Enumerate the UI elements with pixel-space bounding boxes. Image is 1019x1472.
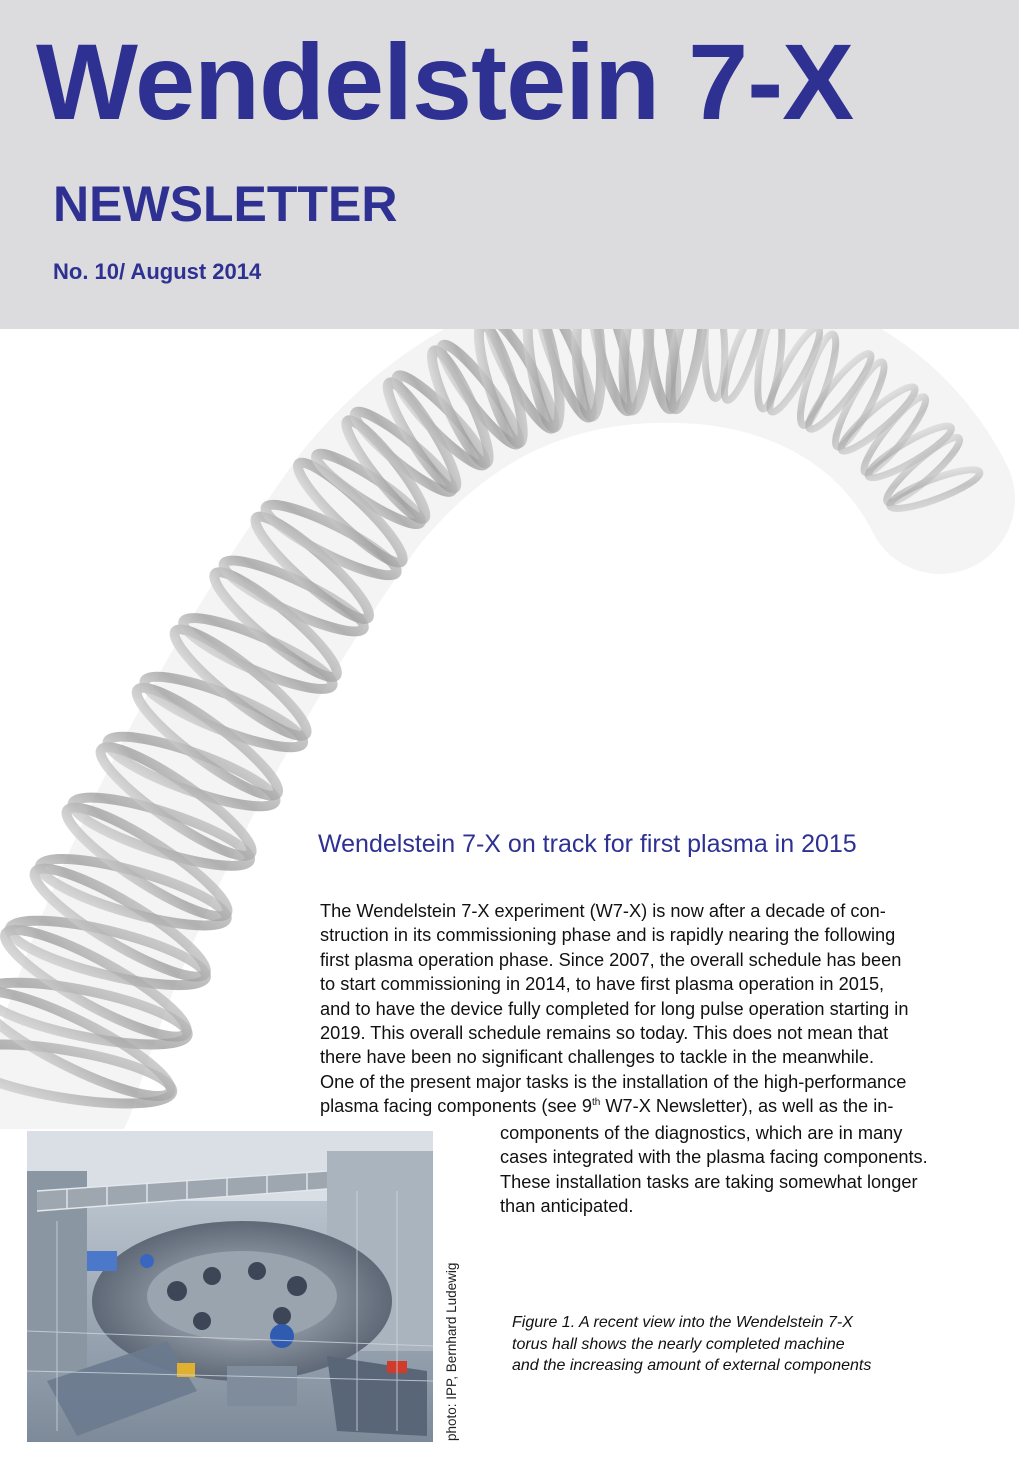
caption-line: torus hall shows the nearly completed machine [512, 1335, 845, 1353]
body-line: The Wendelstein 7-X experiment (W7-X) is now after a decade of con- [320, 901, 886, 921]
body-line: components of the diagnostics, which are in many [500, 1123, 903, 1143]
photo-credit: photo: IPP, Bernhard Ludewig [444, 1262, 459, 1441]
body-line: to start commissioning in 2014, to have first plasma operation in 2015, [320, 974, 885, 995]
article-headline: Wendelstein 7-X on track for first plasma in 2015 [318, 830, 857, 858]
article-body-continued [500, 1121, 995, 1219]
newsletter-subtitle: NEWSLETTER [53, 176, 398, 232]
issue-date: No. 10/ August 2014 [53, 259, 262, 284]
body-line: than anticipated. [500, 1196, 634, 1217]
caption-line: Figure 1. A recent view into the Wendelstein 7-X [512, 1314, 853, 1331]
torus-hall-photo [27, 1131, 433, 1442]
body-line: cases integrated with the plasma facing components. [500, 1147, 928, 1168]
body-line-part: W7-X Newsletter), as well as the in- [600, 1096, 894, 1117]
ordinal-suffix: th [591, 1097, 601, 1109]
body-line: struction in its commissioning phase and is rapidly nearing the following [320, 925, 896, 946]
figure-caption [512, 1312, 952, 1377]
body-line: One of the present major tasks is the installation of the high-performance [320, 1071, 907, 1092]
newsletter-title: Wendelstein 7-X [36, 21, 854, 142]
caption-line: and the increasing amount of external components [512, 1357, 872, 1374]
body-line-part: plasma facing components (see 9 [320, 1096, 592, 1117]
body-line: first plasma operation phase. Since 2007, the overall schedule has been [320, 949, 902, 970]
article-body [320, 899, 965, 1119]
body-line: These installation tasks are taking somewhat longer [500, 1171, 918, 1192]
body-line: 2019. This overall schedule remains so today. This does not mean that [320, 1023, 889, 1044]
body-line [320, 1094, 965, 1118]
body-line: there have been no significant challenges to tackle in the meanwhile. [320, 1047, 875, 1068]
body-line: and to have the device fully completed for long pulse operation starting in [320, 998, 909, 1019]
header-banner [0, 0, 1019, 329]
